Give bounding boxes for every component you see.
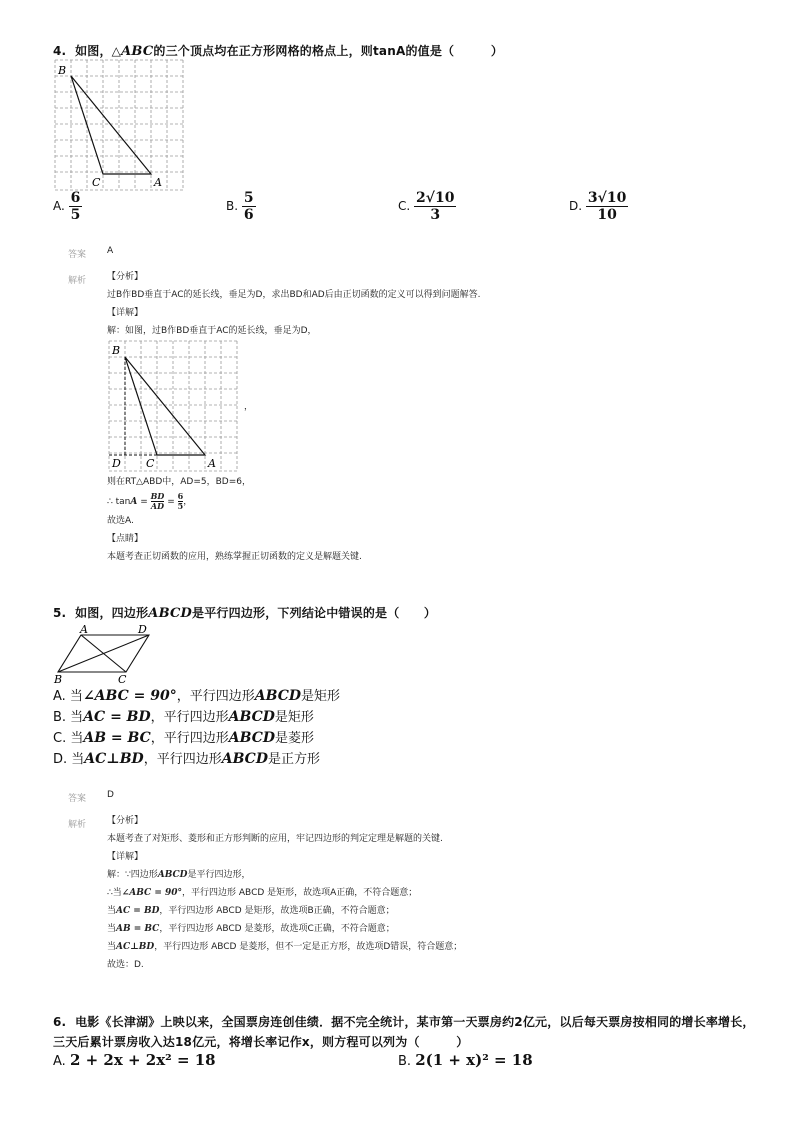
q5-label-d: D [138,623,147,636]
q5-line-3: 当AC = BD，平行四边形 ABCD 是矩形，故选项B正确，不符合题意； [107,906,395,916]
q5-choose: 故选：D. [107,960,144,970]
q4-sol-label-d: D [112,457,121,470]
q4-triangle [71,76,151,174]
q4-xiangjie-title: 【详解】 [107,308,144,318]
q4-xiangjie-1: 解：如图，过B作BD垂直于AC的延长线，垂足为D， [107,326,317,336]
q5-line-5: 当AC⊥BD，平行四边形 ABCD 是菱形，但不一定是正方形，故选项D错误，符合题意； [107,942,463,952]
q4-option-c[interactable]: C. $\frac{2√10}{3}$ [398,190,455,223]
q5-line-2: ∴当∠ABC = 90°，平行四边形 ABCD 是矩形，故选项A正确，不符合题意； [107,888,418,898]
q5-label-b: B [54,673,63,685]
q5-xiangjie-title: 【详解】 [107,852,144,862]
q4-dianjing: 本题考查正切函数的应用，熟练掌握正切函数的定义是解题关键. [107,552,362,562]
q5-fenxi: 本题考查了对矩形、菱形和正方形判断的应用，牢记四边形的判定定理是解题的关键. [107,834,443,844]
q5-label-c: C [118,673,127,685]
q4-analysis-label: 解析 [68,276,87,286]
q6-stem: 6. 电影《长津湖》上映以来，全国票房连创佳绩．据不完全统计，某市第一天票房约2亿元，以后每天票房按相同的增长率增长， 三天后累计票房收入达18亿元，将增长率记作x，则方程可以列为（ ） [53,1015,755,1049]
q5-option-a[interactable]: A. 当∠ABC = 90°，平行四边形ABCD是矩形 [53,688,341,704]
q5-line-4: 当AB = BC，平行四边形 ABCD 是菱形，故选项C正确，不符合题意； [107,924,395,934]
q4-solution-figure [104,339,244,473]
q4-sol-label-c: C [146,457,155,470]
q4-triangle-figure [50,58,190,192]
q4-label-a: A [154,176,162,189]
q5-analysis-label: 解析 [68,820,87,830]
q4-choose: 故选A. [107,516,134,526]
q5-fenxi-title: 【分析】 [107,816,144,826]
q6-option-b[interactable]: B. 2(1 + x)² = 18 [398,1051,533,1069]
q4-xiangjie-2: 则在RT△ABD中，AD=5，BD=6， [107,477,252,487]
q5-option-b[interactable]: B. 当AC = BD，平行四边形ABCD是矩形 [53,709,314,725]
q4-label-c: C [92,176,101,189]
q4-label-b: B [58,64,67,77]
q5-stem: 5. 如图，四边形ABCD是平行四边形，下列结论中错误的是（ ） [53,606,437,621]
q4-option-b[interactable]: B. $\frac{5}{6}$ [226,190,254,223]
q5-diagonal-bd [58,635,149,672]
q5-option-c[interactable]: C. 当AB = BC，平行四边形ABCD是菱形 [53,730,315,746]
q4-sol-label-a: A [208,457,216,470]
q5-parallelogram-figure [52,623,158,685]
q4-answer: A [107,246,114,256]
q5-label-a: A [80,623,88,636]
q5-answer-label: 答案 [68,794,87,804]
q4-fig-comma: ， [244,402,254,412]
q5-line-1: 解：∵四边形ABCD是平行四边形， [107,870,251,880]
q6-option-a[interactable]: A. 2 + 2x + 2x² = 18 [53,1051,216,1069]
q4-answer-label: 答案 [68,250,87,260]
q4-tan-formula: ∴ tanA = $\frac{BD}{AD}$ = $\frac{6}{5}$ ， [107,491,193,511]
q4-option-d[interactable]: D. $\frac{3√10}{10}$ [569,190,627,223]
q4-option-a[interactable]: A. $\frac{6}{5}$ [53,190,81,223]
q5-answer: D [107,790,114,800]
q5-option-d[interactable]: D. 当AC⊥BD，平行四边形ABCD是正方形 [53,751,320,767]
q4-dianjing-title: 【点睛】 [107,534,144,544]
q4-solution-triangle [125,357,205,455]
q4-fenxi: 过B作BD垂直于AC的延长线，垂足为D，求出BD和AD后由正切函数的定义可以得到问题解答. [107,290,481,300]
q4-fenxi-title: 【分析】 [107,272,144,282]
q4-sol-label-b: B [112,344,121,357]
q4-stem: 4. 如图，△ABC的三个顶点均在正方形网格的格点上，则tanA的值是（ ） [53,44,504,59]
